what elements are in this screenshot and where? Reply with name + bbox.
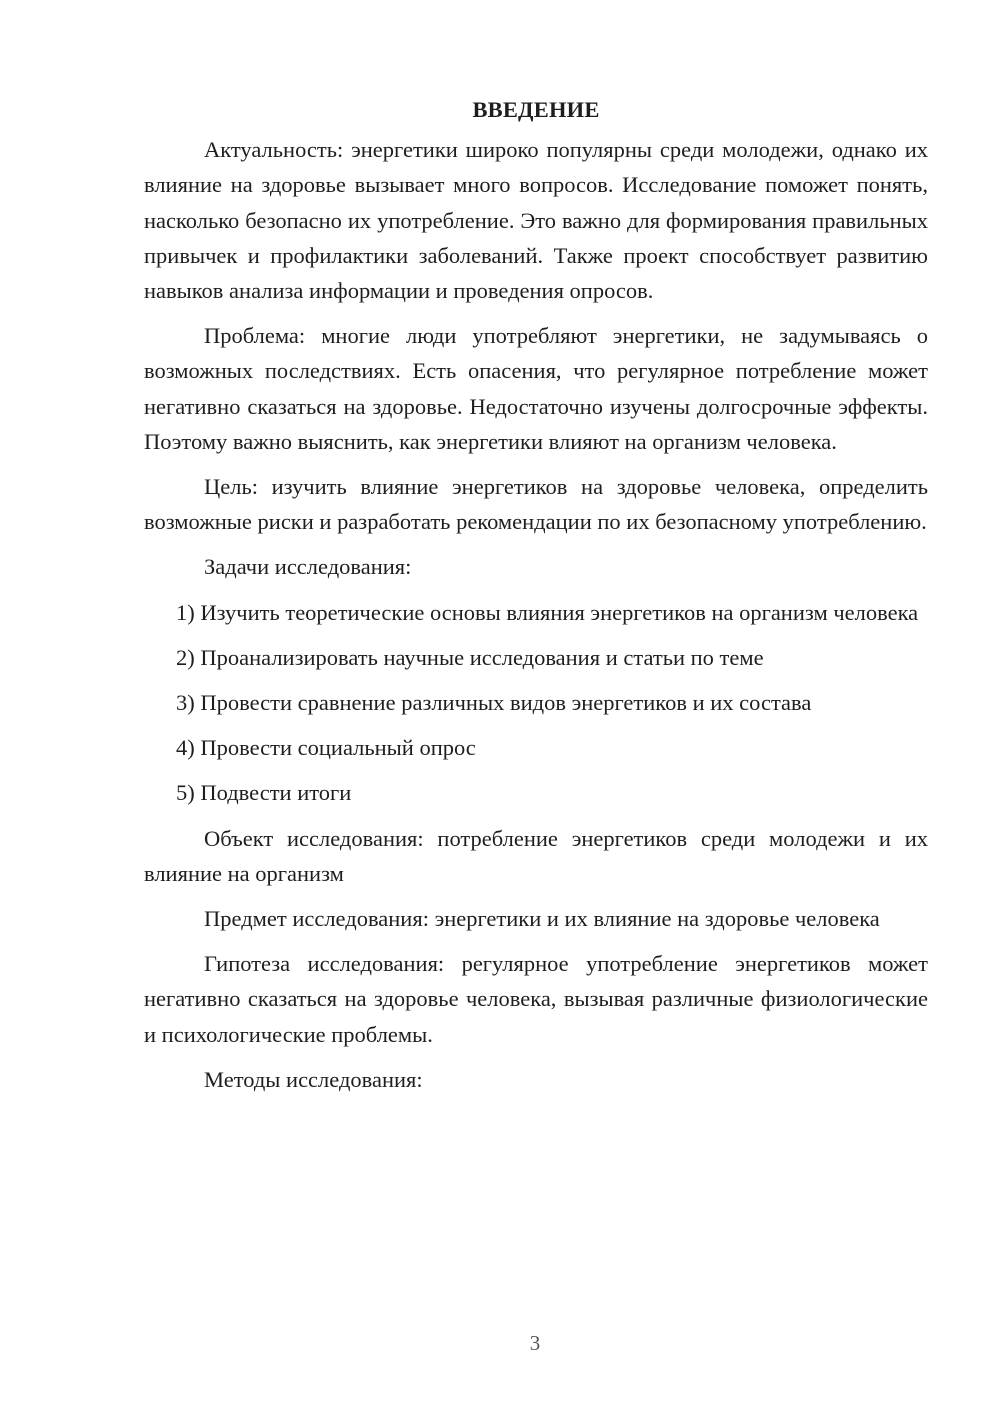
page-content (144, 92, 928, 1107)
relevance-paragraph: Актуальность: энергетики широко популярны среди молодежи, однако их влияние на здоровье вызывает много вопросов. Исследование поможет понять, насколько безопасно их употребление. Это важно для формирования правильных привычек и профилактики заболеваний. Также проект способствует развитию навыков анализа информации и проведения опросов. (144, 137, 928, 304)
page-number: 3 (529, 1331, 541, 1355)
object-paragraph: Объект исследования: потребление энергетиков среди молодежи и их влияние на организм (144, 825, 928, 886)
task-item-3: 3) Провести сравнение различных видов энергетиков и их состава (176, 690, 812, 716)
tasks-heading: Задачи исследования: (204, 554, 412, 580)
section-heading: ВВЕДЕНИЕ (472, 97, 600, 122)
task-item-5: 5) Подвести итоги (176, 780, 352, 806)
subject-paragraph: Предмет исследования: энергетики и их влияние на здоровье человека (204, 906, 880, 932)
hypothesis-paragraph: Гипотеза исследования: регулярное употребление энергетиков может негативно сказаться на здоровье человека, вызывая различные физиологические и психологические проблемы. (144, 951, 928, 1047)
goal-paragraph: Цель: изучить влияние энергетиков на здоровье человека, определить возможные риски и разработать рекомендации по их безопасному употреблению. (144, 474, 928, 535)
methods-heading: Методы исследования: (204, 1066, 423, 1092)
task-item-1: 1) Изучить теоретические основы влияния энергетиков на организм человека (176, 599, 919, 625)
task-item-4: 4) Провести социальный опрос (176, 735, 476, 761)
problem-paragraph: Проблема: многие люди употребляют энергетики, не задумываясь о возможных последствиях. Есть опасения, что регулярное потребление может негативно сказаться на здоровье. Недостаточно изучены долгосрочные эффекты. Поэтому важно выяснить, как энергетики влияют на организм человека. (144, 323, 928, 454)
task-item-2: 2) Проанализировать научные исследования и статьи по теме (176, 644, 764, 670)
